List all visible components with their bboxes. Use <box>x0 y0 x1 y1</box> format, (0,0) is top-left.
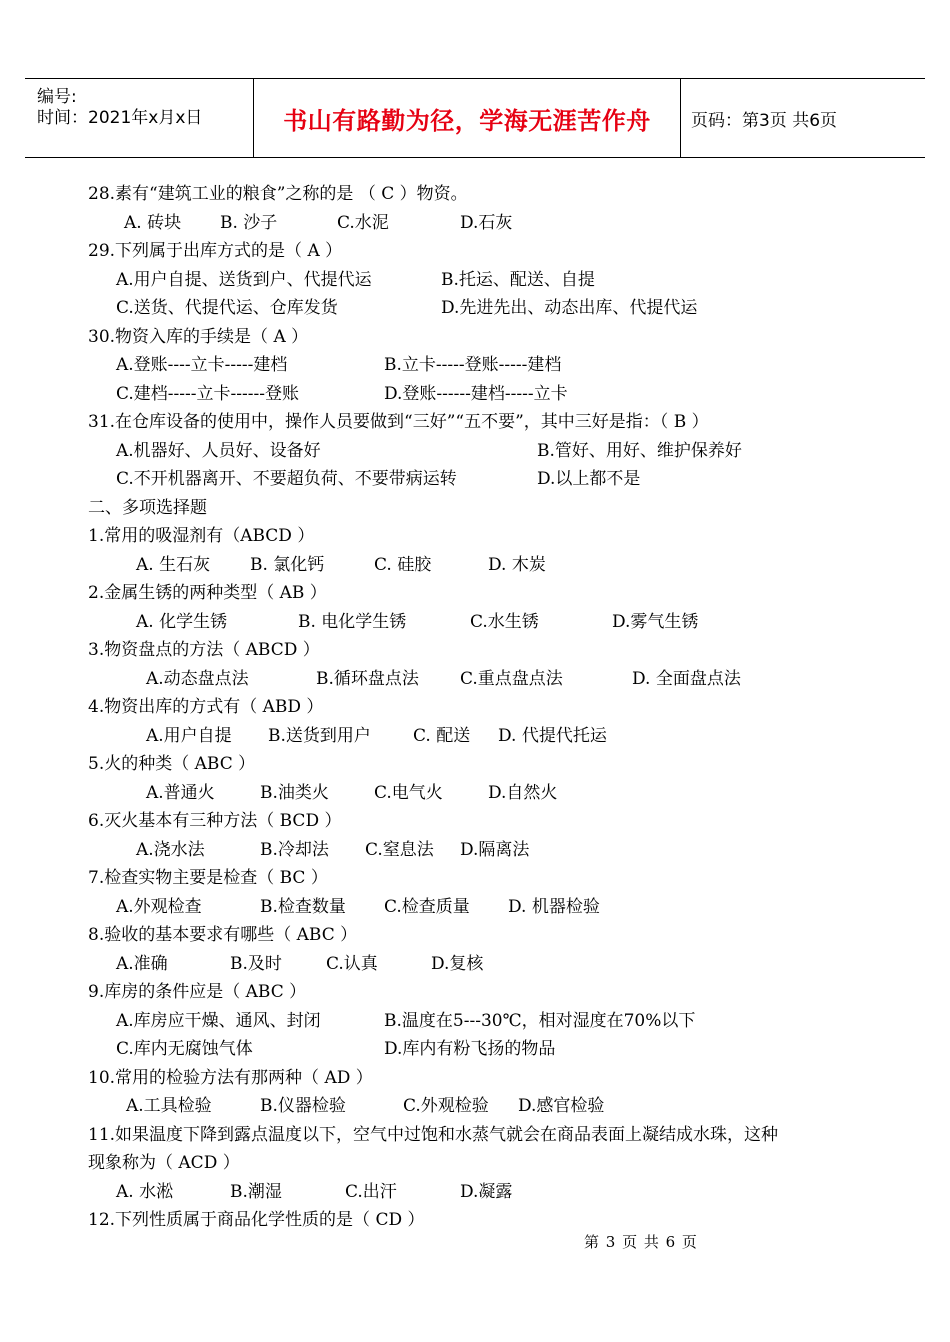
answer-option: B.及时 <box>230 953 282 974</box>
answer-option: C.重点盘点法 <box>460 668 563 689</box>
question-line: 9.库房的条件应是（ ABC ） <box>88 982 307 1002</box>
question-line: 29.下列属于出库方式的是（ A ） <box>88 241 343 261</box>
option-line <box>0 380 950 408</box>
header-meta-cell <box>25 79 254 157</box>
option-line <box>0 1007 950 1035</box>
answer-option: B.仪器检验 <box>260 1096 346 1116</box>
option-line <box>0 1035 950 1063</box>
answer-option: A.登账----立卡-----建档 <box>116 355 288 375</box>
question-line: 4.物资出库的方式有（ ABD ） <box>88 697 324 717</box>
answer-option: C.送货、代提代运、仓库发货 <box>116 298 338 318</box>
option-line <box>0 351 950 379</box>
answer-option: C.检查质量 <box>384 896 470 917</box>
answer-option: A.用户自提 <box>146 725 232 746</box>
answer-option: C.外观检验 <box>403 1096 489 1116</box>
question-line: 7.检查实物主要是检查（ BC ） <box>88 868 328 888</box>
answer-option: A. 砖块 <box>124 212 182 233</box>
answer-option: A.动态盘点法 <box>146 668 249 689</box>
document-number-label: 编号: <box>37 87 77 107</box>
motto-text: 书山有路勤为径，学海无涯苦作舟 <box>283 106 651 135</box>
option-line <box>0 722 950 750</box>
option-line <box>0 465 950 493</box>
answer-option: B.温度在5---30℃，相对湿度在70%以下 <box>384 1010 696 1031</box>
answer-option: B.送货到用户 <box>268 725 371 746</box>
option-line <box>0 209 950 237</box>
answer-option: B.油类火 <box>260 782 329 803</box>
answer-option: A.库房应干燥、通风、封闭 <box>116 1010 321 1031</box>
answer-option: C.水泥 <box>337 212 389 233</box>
answer-option: B.冷却法 <box>260 839 329 860</box>
answer-option: B.循环盘点法 <box>316 668 419 689</box>
question-line: 8.验收的基本要求有哪些（ ABC ） <box>88 925 358 945</box>
answer-option: D. 木炭 <box>488 554 546 575</box>
answer-option: D.复核 <box>431 953 484 974</box>
answer-option: D.凝露 <box>460 1181 513 1202</box>
answer-option: B.立卡-----登账-----建档 <box>384 355 562 375</box>
answer-option: D.雾气生锈 <box>612 611 699 632</box>
question-line: 6.灭火基本有三种方法（ BCD ） <box>88 811 342 831</box>
answer-option: C.电气火 <box>374 782 443 803</box>
option-line <box>0 294 950 322</box>
answer-option: D.自然火 <box>488 782 558 803</box>
answer-option: C.建档-----立卡------登账 <box>116 383 299 404</box>
header-page-cell <box>681 79 925 157</box>
answer-option: A. 化学生锈 <box>136 611 228 632</box>
answer-option: A. 水淞 <box>116 1181 174 1202</box>
answer-option: A.用户自提、送货到户、代提代运 <box>116 269 372 290</box>
option-line <box>0 1092 950 1120</box>
option-line <box>0 893 950 921</box>
question-line: 5.火的种类（ ABC ） <box>88 754 256 774</box>
question-line: 11.如果温度下降到露点温度以下，空气中过饱和水蒸气就会在商品表面上凝结成水珠，这种 <box>88 1124 779 1145</box>
question-line: 1.常用的吸湿剂有（ABCD ） <box>88 526 315 546</box>
answer-option: D.以上都不是 <box>537 469 641 489</box>
answer-option: B. 电化学生锈 <box>298 611 407 632</box>
answer-option: C.水生锈 <box>470 611 539 632</box>
question-line: 二、多项选择题 <box>88 497 207 518</box>
answer-option: C.认真 <box>326 953 378 974</box>
question-line: 30.物资入库的手续是（ A ） <box>88 326 309 347</box>
answer-option: B.管好、用好、维护保养好 <box>537 440 742 461</box>
answer-option: D.隔离法 <box>460 839 530 860</box>
question-line: 12.下列性质属于商品化学性质的是（ CD ） <box>88 1210 425 1230</box>
option-line <box>0 1178 950 1206</box>
option-line <box>0 608 950 636</box>
answer-option: B.托运、配送、自提 <box>441 269 595 290</box>
answer-option: B. 沙子 <box>220 212 278 233</box>
answer-option: A.准确 <box>116 953 168 974</box>
answer-option: C. 硅胶 <box>374 554 432 575</box>
option-line <box>0 266 950 294</box>
answer-option: D. 全面盘点法 <box>632 668 741 689</box>
answer-option: C.不开机器离开、不要超负荷、不要带病运转 <box>116 469 457 489</box>
option-line <box>0 950 950 978</box>
answer-option: A.普通火 <box>146 782 215 803</box>
question-line: 28.素有“建筑工业的粮食”之称的是 （ C ）物资。 <box>88 184 468 204</box>
answer-option: A.浇水法 <box>136 839 205 860</box>
page-footer: 第 3 页 共 6 页 <box>584 1233 698 1251</box>
answer-option: A.机器好、人员好、设备好 <box>116 440 321 461</box>
question-line: 2.金属生锈的两种类型（ AB ） <box>88 583 327 603</box>
answer-option: D. 机器检验 <box>508 896 600 917</box>
answer-option: C.窒息法 <box>365 839 434 860</box>
option-line <box>0 665 950 693</box>
answer-option: A.工具检验 <box>126 1096 212 1116</box>
question-line: 31.在仓库设备的使用中，操作人员要做到“三好”“五不要”，其中三好是指：（ B ） <box>88 412 709 432</box>
answer-option: D.先进先出、动态出库、代提代运 <box>441 298 698 318</box>
question-line: 现象称为（ ACD ） <box>88 1153 240 1173</box>
page-header <box>25 78 925 158</box>
answer-option: D.库内有粉飞扬的物品 <box>384 1039 556 1059</box>
option-line <box>0 779 950 807</box>
answer-option: A.外观检查 <box>116 896 202 917</box>
question-line: 10.常用的检验方法有那两种（ AD ） <box>88 1067 373 1088</box>
document-date-label: 时间：2021年x月x日 <box>37 108 203 128</box>
header-motto-cell <box>254 79 681 157</box>
answer-option: B. 氯化钙 <box>250 554 325 575</box>
answer-option: D.登账------建档-----立卡 <box>384 383 568 404</box>
option-line <box>0 551 950 579</box>
answer-option: D.感官检验 <box>518 1096 605 1116</box>
answer-option: C.库内无腐蚀气体 <box>116 1039 253 1059</box>
option-line <box>0 437 950 465</box>
answer-option: B.潮湿 <box>230 1181 282 1202</box>
page-number-label: 页码：第3页 共6页 <box>691 110 838 131</box>
answer-option: D. 代提代托运 <box>498 725 607 746</box>
option-line <box>0 836 950 864</box>
answer-option: D.石灰 <box>460 212 513 233</box>
answer-option: A. 生石灰 <box>136 554 211 575</box>
answer-option: B.检查数量 <box>260 896 346 917</box>
question-line: 3.物资盘点的方法（ ABCD ） <box>88 640 320 660</box>
answer-option: C. 配送 <box>413 725 471 746</box>
answer-option: C.出汗 <box>345 1181 397 1202</box>
